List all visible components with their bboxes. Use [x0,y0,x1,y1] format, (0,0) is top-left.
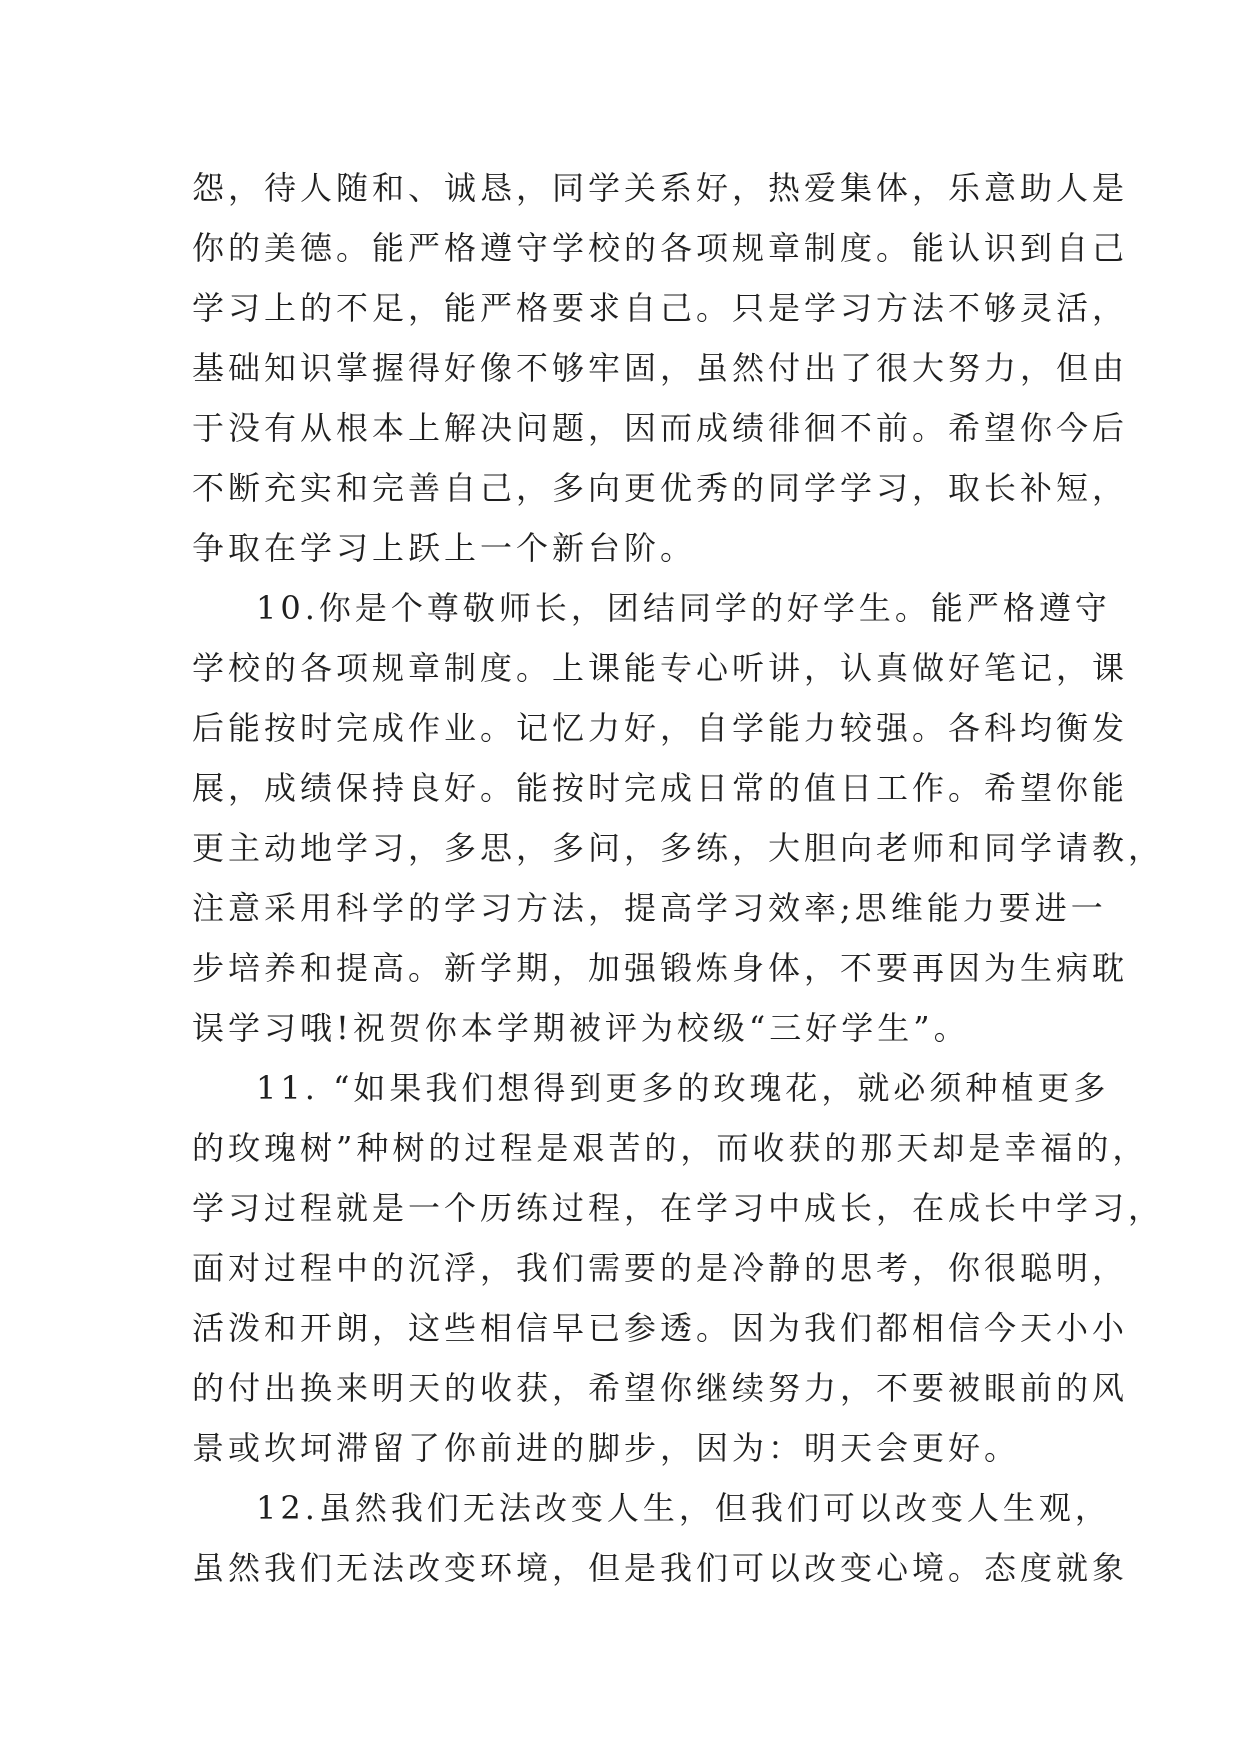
text-line: 学习过程就是一个历练过程，在学习中成长，在成长中学习， [192,1189,1165,1227]
text-line: 展，成绩保持良好。能按时完成日常的值日工作。希望你能 [192,769,1129,807]
paragraph-start-line: 12.虽然我们无法改变人生，但我们可以改变人生观， [256,1489,1111,1527]
text-line: 的玫瑰树”种树的过程是艰苦的，而收获的那天却是幸福的， [192,1129,1149,1167]
text-line: 学校的各项规章制度。上课能专心听讲，认真做好笔记，课 [192,649,1129,687]
text-line: 后能按时完成作业。记忆力好，自学能力较强。各科均衡发 [192,709,1129,747]
text-line: 学习上的不足，能严格要求自己。只是学习方法不够灵活， [192,289,1129,327]
text-line: 更主动地学习，多思，多问，多练，大胆向老师和同学请教， [192,829,1165,867]
text-line: 争取在学习上跃上一个新台阶。 [192,529,697,567]
text-line: 不断充实和完善自己，多向更优秀的同学学习，取长补短， [192,469,1129,507]
text-line: 步培养和提高。新学期，加强锻炼身体，不要再因为生病耽 [192,949,1129,987]
text-line: 活泼和开朗，这些相信早已参透。因为我们都相信今天小小 [192,1309,1129,1347]
text-line: 怨，待人随和、诚恳，同学关系好，热爱集体，乐意助人是 [192,169,1129,207]
document-body [192,158,1165,1598]
text-line: 虽然我们无法改变环境，但是我们可以改变心境。态度就象 [192,1549,1129,1587]
text-line: 误学习哦!祝贺你本学期被评为校级“三好学生”。 [192,1009,970,1047]
text-line: 于没有从根本上解决问题，因而成绩徘徊不前。希望你今后 [192,409,1129,447]
text-line: 注意采用科学的学习方法，提高学习效率;思维能力要进一 [192,889,1107,927]
paragraph-start-line: 11. “如果我们想得到更多的玫瑰花，就必须种植更多 [256,1069,1110,1107]
text-line: 你的美德。能严格遵守学校的各项规章制度。能认识到自己 [192,229,1129,267]
text-line: 面对过程中的沉浮，我们需要的是冷静的思考，你很聪明， [192,1249,1129,1287]
paragraph-start-line: 10.你是个尊敬师长，团结同学的好学生。能严格遵守 [256,589,1111,627]
text-line: 基础知识掌握得好像不够牢固，虽然付出了很大努力，但由 [192,349,1129,387]
text-line: 的付出换来明天的收获，希望你继续努力，不要被眼前的风 [192,1369,1129,1407]
text-line: 景或坎坷滞留了你前进的脚步，因为：明天会更好。 [192,1429,1021,1467]
